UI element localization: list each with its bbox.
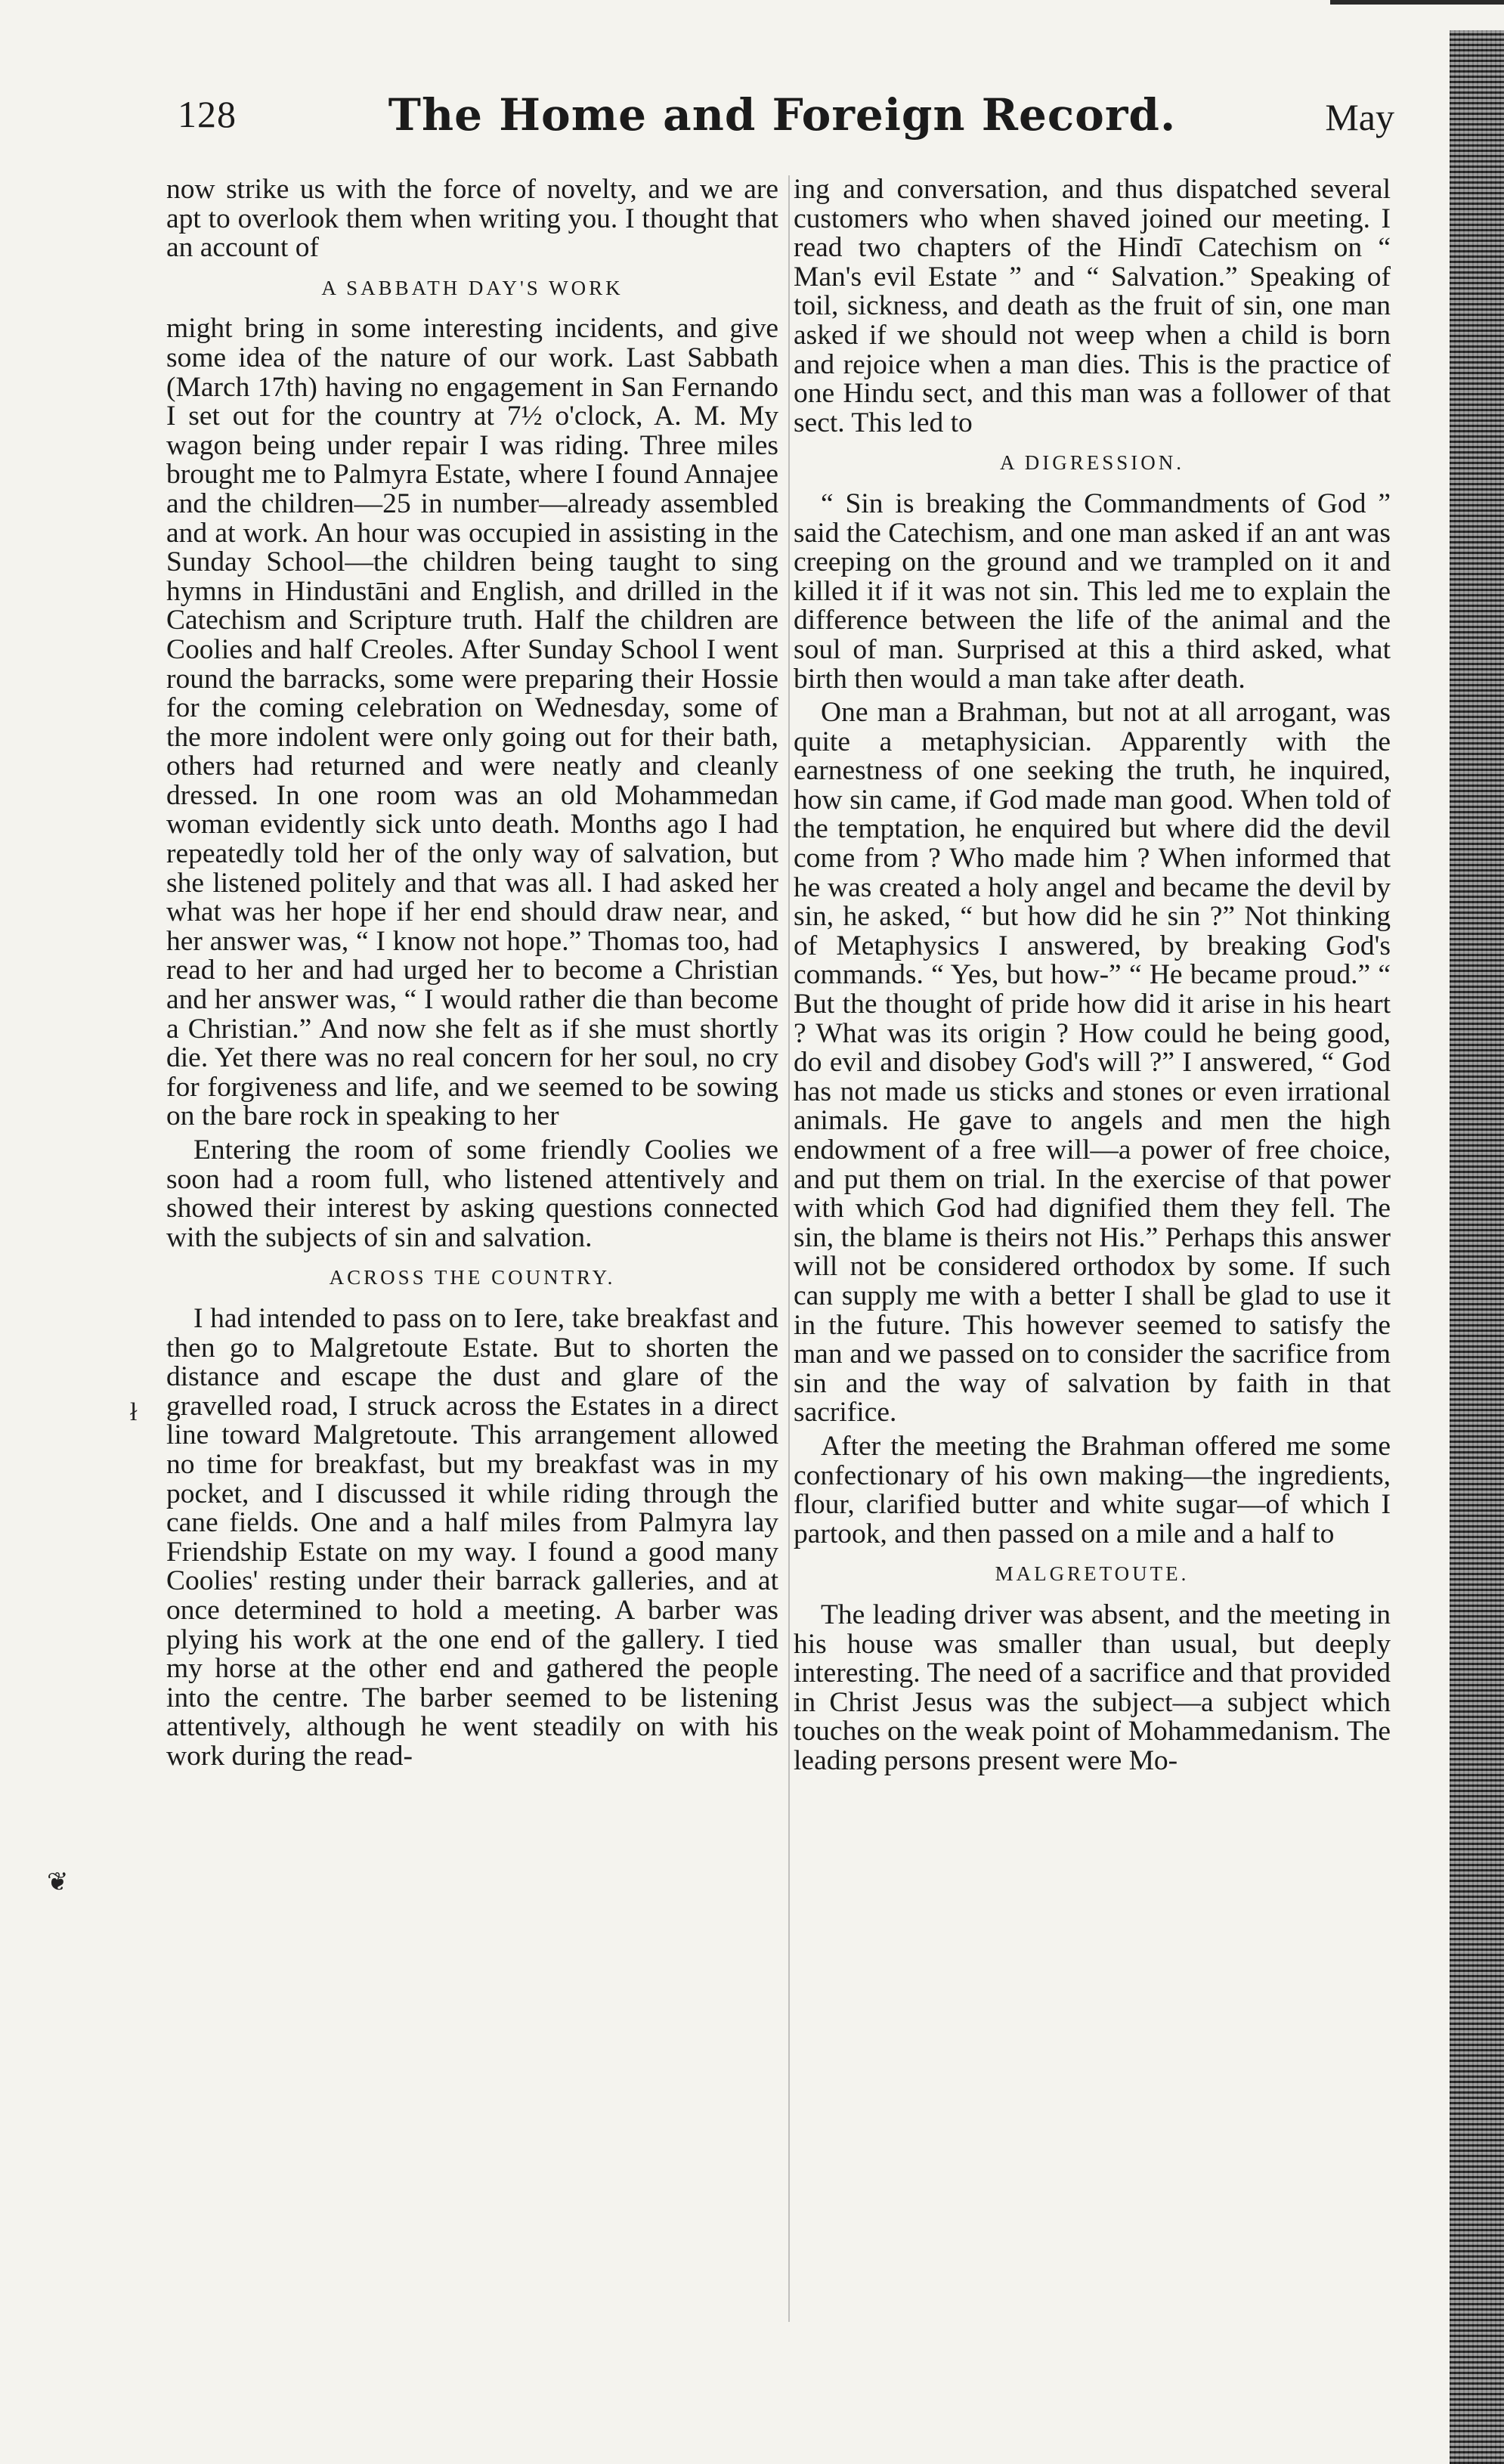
paragraph: “ Sin is breaking the Commandments of God ” said the Catechism, and one man asked if an ant was creeping on the ground and we trampled on it and killed it if it was not sin. This led me to explain the difference between the life of the animal and the soul of man. Surprised at this a third asked, what birth then would a man take after death. <box>794 488 1391 695</box>
journal-title: The Home and Foreign Record. <box>388 89 1177 141</box>
paragraph: now strike us with the force of novelty, and we are apt to overlook them when writing you. I thought that an account of <box>166 175 778 264</box>
column-divider <box>788 175 790 2322</box>
left-column <box>166 175 778 2367</box>
section-heading: A DIGRESSION. <box>999 451 1185 475</box>
paragraph: Entering the room of some friendly Coolies we soon had a room full, who listened attentively and showed their interest by asking questions connected with the subjects of sin and salvation. <box>166 1134 778 1253</box>
page-number: 128 <box>178 93 237 135</box>
running-head <box>170 85 1394 153</box>
paragraph: ing and conversation, and thus dispatched several customers who when shaved joined our meeting. I read two chapters of the Hindī Catechism on “ Man's evil Estate ” and “ Salvation.” Speaking of toil, sickness, and death as the fruit of sin, one man asked if we should not weep when a child is born and rejoice when a man dies. This is the practice of one Hindu sect, and this man was a follower of that sect. This led to <box>794 175 1391 438</box>
scan-page-edge <box>1450 30 1504 2464</box>
section-heading: MALGRETOUTE. <box>995 1562 1190 1586</box>
paragraph: might bring in some interesting incidents, and give some idea of the nature of our work. Last Sabbath (March 17th) having no engagement in San Fernando I set out for the country at 7½ o'clock, A. M. My wagon being under repair I was riding. Three miles brought me to Palmyra Estate, where I found Annajee and the children—25 in number—already assembled and at work. An hour was occupied in assisting in the Sunday School—the children being taught to sing hymns in Hindustāni and English, and drilled in the Catechism and Scripture truth. Half the children are Coolies and half Creoles. After Sunday School I went round the barracks, some were preparing their Hossie for the coming celebration on Wednesday, some of the more indolent were only going out for their bath, others had returned and were neatly and cleanly dressed. In one room was an old Mohammedan woman evidently sick unto death. Months ago I had repeatedly told her of the only way of salvation, but she listened politely and that was all. I had asked her what was her hope if her end should draw near, and her answer was, “ I know not hope.” Thomas too, had read to her and had urged her to become a Christian and her answer was, “ I would rather die than become a Christian.” And now she felt as if she must shortly die. Yet there was no real concern for her soul, no cry for forgiveness and life, and we seemed to be sowing on the bare rock in speaking to her <box>166 313 778 1132</box>
margin-mark: ❦ <box>47 1868 69 1896</box>
paragraph: I had intended to pass on to Iere, take breakfast and then go to Malgretoute Estate. But to shorten the distance and escape the dust and glare of the gravelled road, I struck across the Estates in a direct line toward Malgretoute. This arrangement allowed no time for breakfast, but my breakfast was in my pocket, and I discussed it while riding through the cane fields. One and a half miles from Palmyra lay Friendship Estate on my way. I found a good many Coolies' resting under their barrack galleries, and at once determined to hold a meeting. A barber was plying his work at the one end of the gallery. I tied my horse at the other end and gathered the people into the centre. The barber seemed to be listening attentively, although he went steadily on with his work during the read- <box>166 1302 778 1772</box>
margin-mark: ł <box>130 1398 138 1426</box>
section-heading: A SABBATH DAY'S WORK <box>321 276 624 299</box>
paragraph: After the meeting the Brahman offered me some confectionary of his own making—the ingredients, flour, clarified butter and white sugar—of which I partook, and then passed on a mile and a half to <box>794 1430 1391 1549</box>
paragraph: One man a Brahman, but not at all arrogant, was quite a metaphysician. Apparently with the earnestness of one seeking the truth, he inquired, how sin came, if God made man good. When told of the temptation, he enquired but where did the devil come from ? Who made him ? When informed that he was created a holy angel and became the devil by sin, he asked, “ but how did he sin ?” Not thinking of Metaphysics I answered, by breaking God's commands. “ Yes, but how-” “ He became proud.” “ But the thought of pride how did it arise in his heart ? What was its origin ? How could he being good, do evil and disobey God's will ?” I answered, “ God has not made us sticks and stones or even irrational animals. He gave to angels and men the high endowment of a free will—a power of free choice, and put them on trial. In the exercise of that power with which God had dignified them they fell. The sin, the blame is theirs not His.” Perhaps this answer will not be considered orthodox by some. If such can supply me with a better I shall be glad to use it in the future. This however seemed to satisfy the man and we passed on to consider the sacrifice from sin and the way of salvation by faith in that sacrifice. <box>794 697 1391 1429</box>
section-heading: ACROSS THE COUNTRY. <box>329 1266 616 1289</box>
right-column <box>794 175 1391 2367</box>
issue-month: May <box>1325 96 1394 138</box>
paragraph: The leading driver was absent, and the meeting in his house was smaller than usual, but deeply interesting. The need of a sacrifice and that provided in Christ Jesus was the subject—a subject which touches on the weak point of Mohammedanism. The leading persons present were Mo- <box>794 1599 1391 1776</box>
scan-corner-mark <box>1330 0 1504 18</box>
